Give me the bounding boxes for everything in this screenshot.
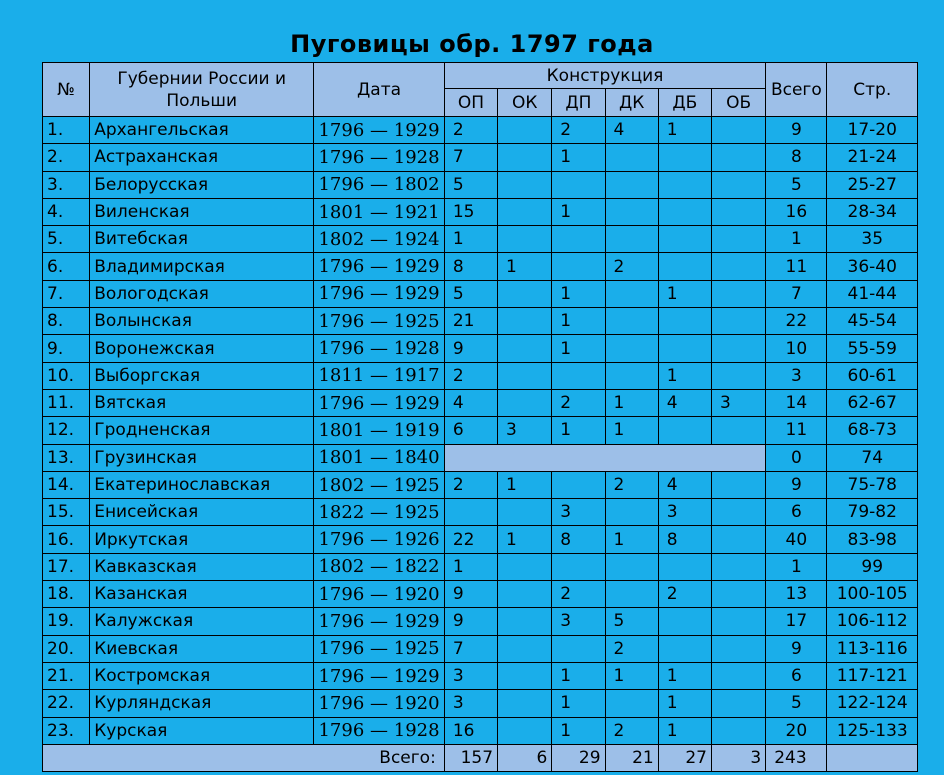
region-name: Грузинская	[90, 444, 314, 471]
region-name: Белорусская	[90, 171, 314, 198]
row-number: 6.	[43, 253, 90, 280]
page-range: 79-82	[827, 499, 918, 526]
row-number: 16.	[43, 526, 90, 553]
date-range: 1801 — 1840	[314, 444, 445, 471]
region-name: Костромская	[90, 662, 314, 689]
construction-total: 6	[498, 744, 552, 771]
construction-value	[658, 635, 711, 662]
construction-value: 4	[658, 471, 711, 498]
row-total: 13	[766, 581, 827, 608]
region-name: Владимирская	[90, 253, 314, 280]
page-range: 122-124	[827, 690, 918, 717]
region-name: Гродненская	[90, 417, 314, 444]
totals-row	[43, 744, 918, 771]
construction-value: 9	[444, 335, 497, 362]
table-footer	[43, 744, 918, 771]
row-number: 17.	[43, 553, 90, 580]
row-total: 7	[766, 280, 827, 307]
construction-value	[498, 717, 552, 744]
construction-value	[498, 117, 552, 144]
construction-value: 2	[444, 117, 497, 144]
date-range: 1796 — 1929	[314, 608, 445, 635]
header-1-construction: ОП	[444, 89, 497, 117]
construction-value	[658, 144, 711, 171]
construction-value: 1	[605, 526, 658, 553]
construction-value: 15	[444, 198, 497, 225]
table-row	[43, 526, 918, 553]
footer-page-blank	[827, 744, 918, 771]
region-name: Волынская	[90, 308, 314, 335]
table-row	[43, 308, 918, 335]
row-total: 1	[766, 226, 827, 253]
construction-value	[498, 335, 552, 362]
page-range: 117-121	[827, 662, 918, 689]
construction-value: 1	[552, 417, 605, 444]
construction-value	[711, 581, 765, 608]
region-name: Калужская	[90, 608, 314, 635]
page-range: 45-54	[827, 308, 918, 335]
table-row	[43, 471, 918, 498]
construction-total: 157	[444, 744, 497, 771]
row-total: 9	[766, 635, 827, 662]
construction-value: 1	[658, 690, 711, 717]
row-total: 5	[766, 171, 827, 198]
header-total: Всего	[766, 63, 827, 117]
region-name: Выборгская	[90, 362, 314, 389]
construction-total: 3	[711, 744, 765, 771]
table-row	[43, 662, 918, 689]
page-range: 99	[827, 553, 918, 580]
page-range: 55-59	[827, 335, 918, 362]
construction-value: 3	[498, 417, 552, 444]
construction-value: 1	[552, 308, 605, 335]
construction-value	[658, 417, 711, 444]
construction-value	[658, 198, 711, 225]
page-range: 21-24	[827, 144, 918, 171]
construction-value	[711, 253, 765, 280]
page-range: 113-116	[827, 635, 918, 662]
date-range: 1811 — 1917	[314, 362, 445, 389]
table-row	[43, 499, 918, 526]
construction-value: 2	[552, 389, 605, 416]
construction-value: 1	[658, 280, 711, 307]
construction-total: 29	[552, 744, 605, 771]
construction-value: 5	[444, 280, 497, 307]
totals-label: Всего:	[43, 744, 445, 771]
table-row	[43, 389, 918, 416]
construction-value: 1	[552, 198, 605, 225]
table-row	[43, 417, 918, 444]
construction-value: 4	[605, 117, 658, 144]
construction-value	[605, 335, 658, 362]
construction-value	[711, 308, 765, 335]
row-total: 11	[766, 253, 827, 280]
date-range: 1796 — 1802	[314, 171, 445, 198]
table-row	[43, 717, 918, 744]
region-name: Кавказская	[90, 553, 314, 580]
row-total: 1	[766, 553, 827, 580]
row-number: 21.	[43, 662, 90, 689]
construction-value	[605, 198, 658, 225]
buttons-table	[42, 62, 918, 772]
date-range: 1796 — 1929	[314, 280, 445, 307]
row-number: 18.	[43, 581, 90, 608]
construction-value	[605, 144, 658, 171]
construction-value: 6	[444, 417, 497, 444]
page-range: 41-44	[827, 280, 918, 307]
header-region: Губернии России и Польши	[90, 63, 314, 117]
date-range: 1796 — 1928	[314, 717, 445, 744]
row-total: 11	[766, 417, 827, 444]
construction-value	[498, 608, 552, 635]
row-number: 22.	[43, 690, 90, 717]
construction-value: 1	[552, 335, 605, 362]
construction-value	[711, 471, 765, 498]
construction-value	[711, 417, 765, 444]
row-total: 9	[766, 471, 827, 498]
construction-value	[711, 171, 765, 198]
construction-value: 3	[658, 499, 711, 526]
construction-value	[605, 690, 658, 717]
construction-value	[552, 362, 605, 389]
construction-value	[658, 608, 711, 635]
row-total: 9	[766, 117, 827, 144]
date-range: 1796 — 1920	[314, 690, 445, 717]
page-range: 75-78	[827, 471, 918, 498]
construction-value	[711, 690, 765, 717]
header-page: Стр.	[827, 63, 918, 117]
construction-empty	[444, 444, 765, 471]
construction-total: 21	[605, 744, 658, 771]
construction-value	[711, 499, 765, 526]
row-total: 14	[766, 389, 827, 416]
construction-value: 1	[658, 662, 711, 689]
construction-value	[498, 280, 552, 307]
table-row	[43, 253, 918, 280]
construction-value: 1	[552, 280, 605, 307]
construction-value	[658, 226, 711, 253]
table-row	[43, 690, 918, 717]
row-number: 3.	[43, 171, 90, 198]
construction-value: 4	[444, 389, 497, 416]
construction-value	[605, 308, 658, 335]
construction-value: 7	[444, 635, 497, 662]
construction-value: 8	[444, 253, 497, 280]
construction-value	[605, 171, 658, 198]
header-6-construction: ОБ	[711, 89, 765, 117]
row-total: 22	[766, 308, 827, 335]
construction-value	[658, 553, 711, 580]
construction-value: 3	[444, 662, 497, 689]
construction-value	[605, 499, 658, 526]
date-range: 1796 — 1928	[314, 335, 445, 362]
row-number: 20.	[43, 635, 90, 662]
table-row	[43, 117, 918, 144]
construction-total: 27	[658, 744, 711, 771]
construction-value	[605, 280, 658, 307]
page-range: 106-112	[827, 608, 918, 635]
page-range: 28-34	[827, 198, 918, 225]
construction-value: 3	[552, 608, 605, 635]
row-total: 6	[766, 662, 827, 689]
row-total: 6	[766, 499, 827, 526]
construction-value	[498, 553, 552, 580]
row-number: 4.	[43, 198, 90, 225]
page-range: 74	[827, 444, 918, 471]
construction-value: 1	[658, 362, 711, 389]
construction-value	[711, 198, 765, 225]
table-row	[43, 444, 918, 471]
header-date: Дата	[314, 63, 445, 117]
construction-value	[552, 171, 605, 198]
date-range: 1801 — 1921	[314, 198, 445, 225]
region-name: Витебская	[90, 226, 314, 253]
construction-value: 1	[658, 717, 711, 744]
construction-value: 5	[444, 171, 497, 198]
construction-value	[552, 553, 605, 580]
region-name: Казанская	[90, 581, 314, 608]
table-row	[43, 144, 918, 171]
construction-value	[498, 581, 552, 608]
table-header	[43, 63, 918, 117]
table-row	[43, 226, 918, 253]
construction-value	[711, 717, 765, 744]
construction-value: 8	[552, 526, 605, 553]
header-4-construction: ДК	[605, 89, 658, 117]
construction-value: 1	[605, 662, 658, 689]
row-total: 17	[766, 608, 827, 635]
construction-value: 1	[552, 690, 605, 717]
construction-value	[711, 662, 765, 689]
row-total: 8	[766, 144, 827, 171]
header-num: №	[43, 63, 90, 117]
construction-value	[711, 608, 765, 635]
construction-value	[498, 499, 552, 526]
construction-value: 8	[658, 526, 711, 553]
row-total: 20	[766, 717, 827, 744]
construction-value	[711, 144, 765, 171]
header-5-construction: ДБ	[658, 89, 711, 117]
region-name: Воронежская	[90, 335, 314, 362]
construction-value	[658, 171, 711, 198]
construction-value: 9	[444, 581, 497, 608]
page-range: 100-105	[827, 581, 918, 608]
construction-value: 2	[552, 581, 605, 608]
row-number: 1.	[43, 117, 90, 144]
construction-value: 1	[498, 526, 552, 553]
construction-value	[498, 389, 552, 416]
construction-value: 2	[444, 362, 497, 389]
construction-value	[605, 553, 658, 580]
date-range: 1801 — 1919	[314, 417, 445, 444]
construction-value	[498, 171, 552, 198]
construction-value	[711, 526, 765, 553]
construction-value: 3	[444, 690, 497, 717]
row-number: 11.	[43, 389, 90, 416]
grand-total: 243	[766, 744, 827, 771]
row-number: 5.	[43, 226, 90, 253]
region-name: Виленская	[90, 198, 314, 225]
row-total: 3	[766, 362, 827, 389]
construction-value	[498, 308, 552, 335]
row-number: 23.	[43, 717, 90, 744]
construction-value	[605, 362, 658, 389]
row-number: 7.	[43, 280, 90, 307]
construction-value	[552, 635, 605, 662]
page-title: Пуговицы обр. 1797 года	[290, 30, 654, 58]
construction-value: 1	[552, 717, 605, 744]
date-range: 1796 — 1929	[314, 117, 445, 144]
page-range: 62-67	[827, 389, 918, 416]
construction-value: 2	[605, 717, 658, 744]
construction-value: 1	[605, 389, 658, 416]
construction-value: 22	[444, 526, 497, 553]
construction-value	[605, 581, 658, 608]
row-number: 14.	[43, 471, 90, 498]
table-row	[43, 362, 918, 389]
construction-value: 16	[444, 717, 497, 744]
region-name: Архангельская	[90, 117, 314, 144]
date-range: 1796 — 1929	[314, 662, 445, 689]
date-range: 1796 — 1920	[314, 581, 445, 608]
table-row	[43, 171, 918, 198]
region-name: Курская	[90, 717, 314, 744]
construction-value	[444, 499, 497, 526]
region-name: Вятская	[90, 389, 314, 416]
date-range: 1796 — 1928	[314, 144, 445, 171]
construction-value: 1	[605, 417, 658, 444]
construction-value	[711, 635, 765, 662]
construction-value	[658, 308, 711, 335]
row-number: 15.	[43, 499, 90, 526]
construction-value: 2	[444, 471, 497, 498]
construction-value	[658, 335, 711, 362]
table-row	[43, 335, 918, 362]
row-number: 9.	[43, 335, 90, 362]
construction-value	[658, 253, 711, 280]
page-range: 60-61	[827, 362, 918, 389]
page-range: 68-73	[827, 417, 918, 444]
header-3-construction: ДП	[552, 89, 605, 117]
row-number: 8.	[43, 308, 90, 335]
row-number: 12.	[43, 417, 90, 444]
date-range: 1796 — 1926	[314, 526, 445, 553]
construction-value	[498, 662, 552, 689]
date-range: 1796 — 1925	[314, 308, 445, 335]
construction-value: 1	[552, 144, 605, 171]
page-range: 125-133	[827, 717, 918, 744]
construction-value	[552, 226, 605, 253]
region-name: Енисейская	[90, 499, 314, 526]
construction-value: 2	[605, 635, 658, 662]
construction-value: 1	[444, 553, 497, 580]
construction-value: 1	[498, 253, 552, 280]
row-number: 10.	[43, 362, 90, 389]
construction-value: 9	[444, 608, 497, 635]
row-total: 0	[766, 444, 827, 471]
table-row	[43, 608, 918, 635]
construction-value	[498, 226, 552, 253]
construction-value	[711, 280, 765, 307]
construction-value: 1	[444, 226, 497, 253]
construction-value	[605, 226, 658, 253]
row-number: 2.	[43, 144, 90, 171]
construction-value: 3	[552, 499, 605, 526]
page-range: 25-27	[827, 171, 918, 198]
page-range: 35	[827, 226, 918, 253]
construction-value: 5	[605, 608, 658, 635]
construction-value	[498, 362, 552, 389]
date-range: 1802 — 1822	[314, 553, 445, 580]
region-name: Вологодская	[90, 280, 314, 307]
construction-value: 1	[552, 662, 605, 689]
construction-value	[711, 117, 765, 144]
region-name: Курляндская	[90, 690, 314, 717]
construction-value: 1	[658, 117, 711, 144]
date-range: 1796 — 1925	[314, 635, 445, 662]
region-name: Киевская	[90, 635, 314, 662]
region-name: Екатеринославская	[90, 471, 314, 498]
construction-value	[711, 335, 765, 362]
date-range: 1796 — 1929	[314, 389, 445, 416]
row-total: 5	[766, 690, 827, 717]
row-total: 10	[766, 335, 827, 362]
construction-value	[711, 226, 765, 253]
construction-value: 2	[552, 117, 605, 144]
date-range: 1802 — 1925	[314, 471, 445, 498]
construction-value	[552, 471, 605, 498]
region-name: Астраханская	[90, 144, 314, 171]
row-total: 16	[766, 198, 827, 225]
header-2-construction: ОК	[498, 89, 552, 117]
construction-value: 7	[444, 144, 497, 171]
construction-value: 4	[658, 389, 711, 416]
row-total: 40	[766, 526, 827, 553]
construction-value	[498, 635, 552, 662]
row-number: 19.	[43, 608, 90, 635]
construction-value	[498, 144, 552, 171]
construction-value: 2	[605, 253, 658, 280]
date-range: 1822 — 1925	[314, 499, 445, 526]
table-row	[43, 198, 918, 225]
construction-value	[498, 198, 552, 225]
construction-value: 2	[605, 471, 658, 498]
table-row	[43, 280, 918, 307]
table-body	[43, 117, 918, 745]
page-range: 17-20	[827, 117, 918, 144]
construction-value	[498, 690, 552, 717]
table-row	[43, 635, 918, 662]
construction-value: 2	[658, 581, 711, 608]
region-name: Иркутская	[90, 526, 314, 553]
construction-value	[552, 253, 605, 280]
date-range: 1802 — 1924	[314, 226, 445, 253]
construction-value: 3	[711, 389, 765, 416]
construction-value: 21	[444, 308, 497, 335]
header-construction: Конструкция	[444, 63, 765, 89]
page-range: 83-98	[827, 526, 918, 553]
page-range: 36-40	[827, 253, 918, 280]
table-row	[43, 553, 918, 580]
date-range: 1796 — 1929	[314, 253, 445, 280]
construction-value	[711, 553, 765, 580]
construction-value	[711, 362, 765, 389]
row-number: 13.	[43, 444, 90, 471]
construction-value: 1	[498, 471, 552, 498]
table-row	[43, 581, 918, 608]
